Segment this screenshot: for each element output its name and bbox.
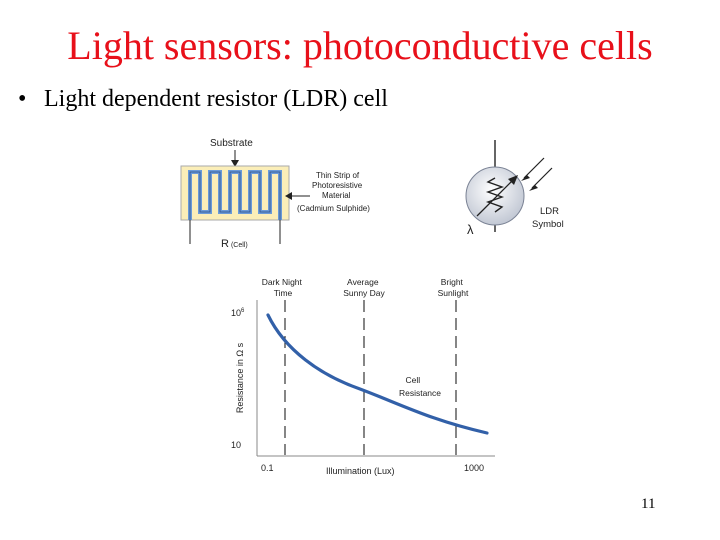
marker-bright-sunlight-line1: Bright bbox=[440, 277, 463, 287]
lambda-label: λ bbox=[467, 222, 474, 237]
marker-dark-night-line1: Dark Night bbox=[261, 277, 302, 287]
r-cell-label: R (Cell) bbox=[221, 238, 248, 250]
bullet-text: Light dependent resistor (LDR) cell bbox=[44, 86, 388, 112]
cell-resistance-curve bbox=[268, 315, 487, 433]
page-number: 11 bbox=[641, 496, 656, 512]
series-label-line2: Resistance bbox=[398, 388, 442, 398]
substrate-diagram bbox=[181, 138, 370, 250]
svg-text:Dark Night Time bbox=[262, 277, 305, 298]
marker-average-sunny-line1: Average bbox=[347, 277, 379, 287]
x-axis-label: Illumination (Lux) bbox=[326, 466, 395, 476]
ldr-symbol bbox=[466, 140, 564, 237]
ldr-symbol-label: LDR Symbol bbox=[532, 206, 564, 230]
series-label bbox=[399, 375, 441, 398]
marker-bright-sunlight-line2: Sunlight bbox=[437, 288, 469, 298]
ldr-body-circle bbox=[466, 167, 524, 225]
bullet-dot: • bbox=[18, 86, 27, 112]
substrate-label: Substrate bbox=[210, 138, 253, 149]
slide-title: Light sensors: photoconductive cells bbox=[67, 23, 653, 68]
marker-dark-night-line2: Time bbox=[273, 288, 293, 298]
series-label-line1: Cell bbox=[405, 375, 421, 385]
y-axis-label: Resistance in Ω s bbox=[235, 342, 245, 414]
marker-average-sunny bbox=[343, 277, 385, 455]
marker-average-sunny-line2: Sunny Day bbox=[343, 288, 385, 298]
x-tick-min: 0.1 bbox=[261, 463, 274, 473]
y-tick-top: $10^6$ bbox=[231, 308, 245, 318]
marker-dark-night bbox=[262, 277, 305, 455]
svg-text:Bright Sunlight bbox=[438, 277, 469, 298]
y-tick-bottom: 10 bbox=[231, 440, 242, 450]
x-tick-max: 1000 bbox=[464, 463, 485, 473]
substrate-rect bbox=[181, 166, 289, 220]
resistance-chart bbox=[231, 277, 495, 476]
strip-label: Thin Strip of Photoresistive Material (Cadmium Sulphide) bbox=[297, 171, 370, 213]
svg-text:Average Sunny Day bbox=[343, 277, 385, 298]
